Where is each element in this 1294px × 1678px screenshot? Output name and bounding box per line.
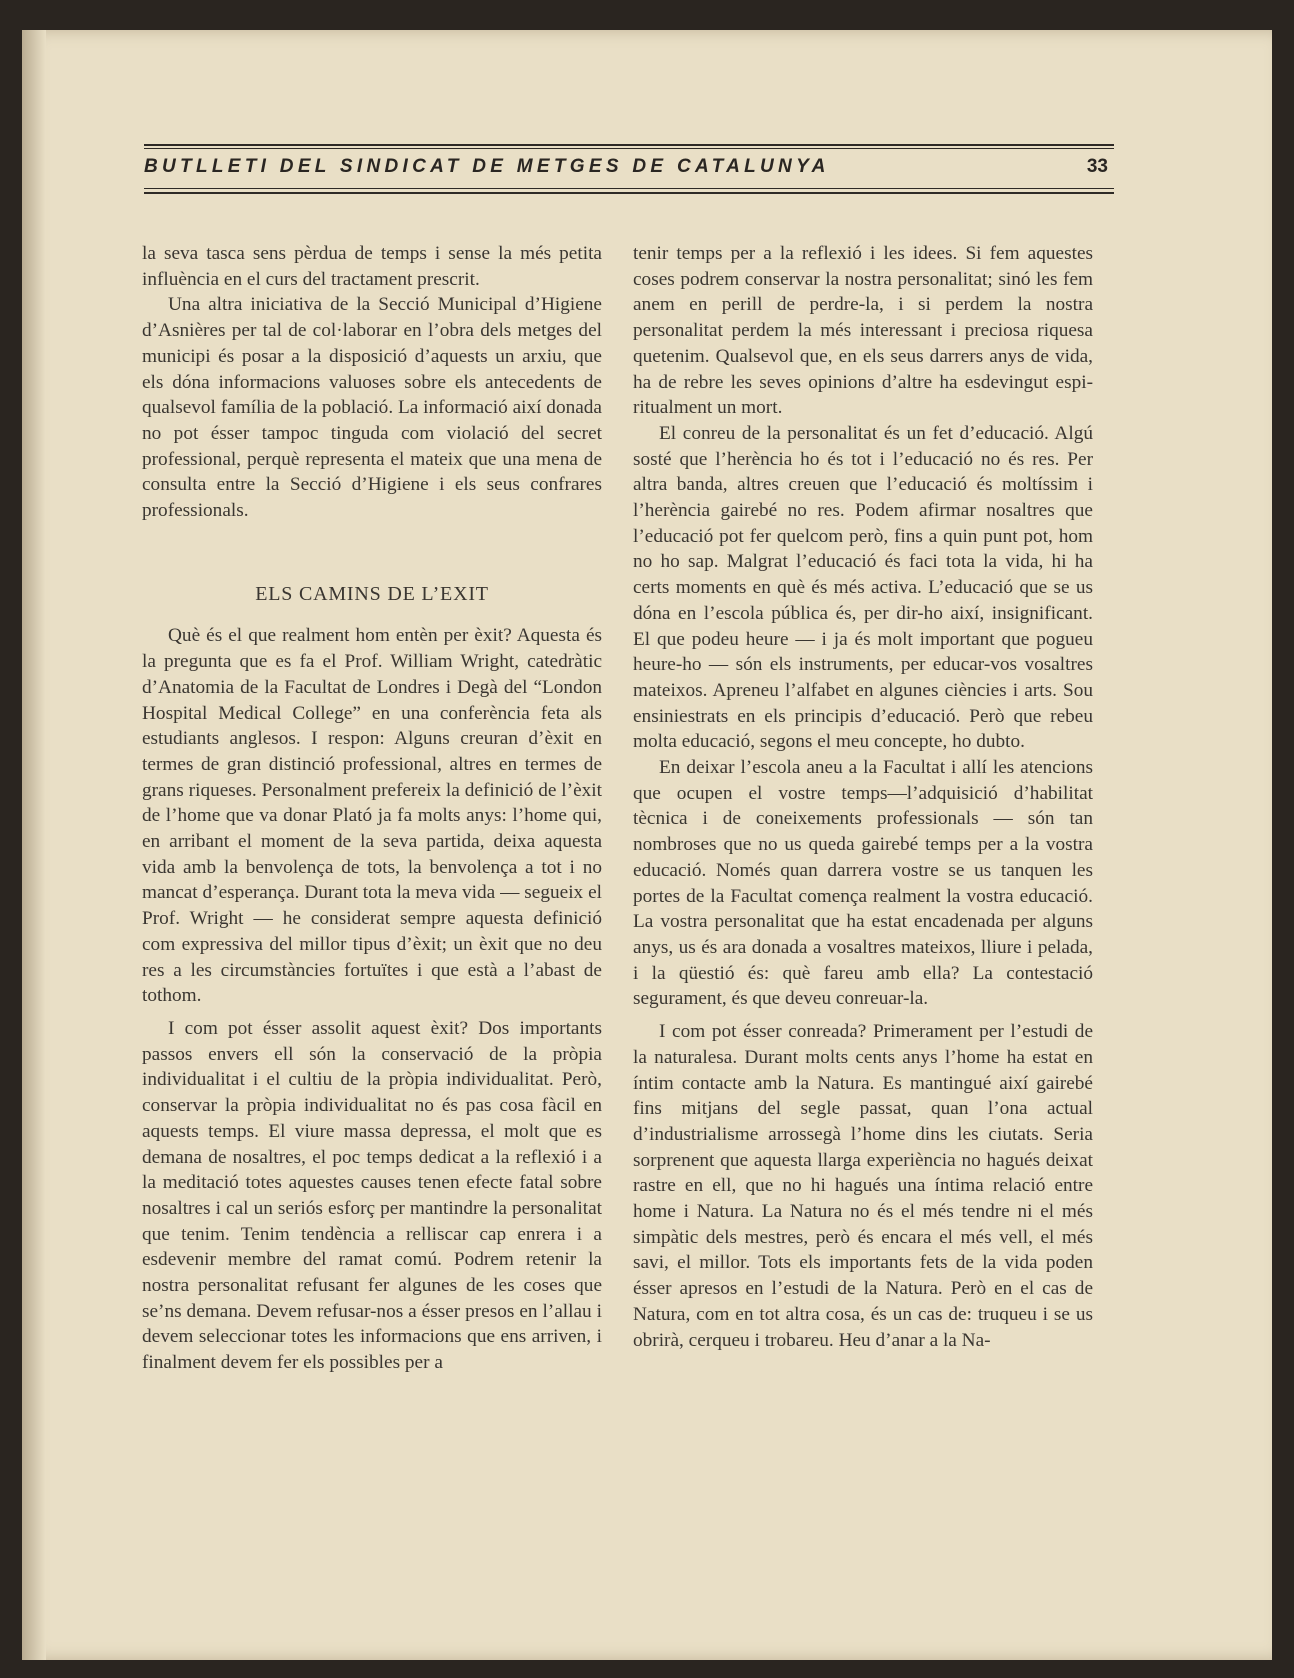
journal-title: BUTLLETI DEL SINDICAT DE METGES DE CATALUNYA (144, 156, 830, 177)
left-column (142, 241, 602, 1561)
paragraph: I com pot ésser assolit aquest èxit? Dos importants passos envers ell són la conservació de la pròpia individualitat i el cultiu de la pròpia individualitat. Però, conservar la pròpia individualitat no és pas cosa fàcil en aquests temps. El viure massa depressa, el molt que es demana de nosaltres, el poc temps dedicat a la reflexió i a la meditació totes aquestes causes tenen efecte fatal sobre nosaltres i cal un seriós esforç per mantindre la personalitat que tenim. Tenim tendència a relliscar cap enrera i a esdevenir membre del ramat comú. Podrem retenir la nostra personalitat refusant fer algunes de les coses que se’ns demana. Devem refusar-nos a ésser presos en l’allau i devem seleccionar totes les informacions que ens arriven, i finalment devem fer els possibles per a (142, 1017, 602, 1374)
paragraph: Què és el que realment hom entèn per èxit? Aquesta és la pregunta que es fa el Prof. William Wright, catedràtic d’Anatomia de la Facultat de Londres i Degà del “London Hospital Medical College” en una conferència feta als estudiants anglesos. I respon: Alguns creuran d’èxit en termes de gran distinció professional, altres en termes de grans riqueses. Personalment prefereix la definició de l’èxit de l’home que va donar Plató ja fa molts anys: l’home qui, en arribant el moment de la seva partida, deixa aquesta vida amb la benvolença de tots, la benvolença a tot i no mancat d’esperança. Durant tota la meva vida — segueix el Prof. Wright — he considerat sempre aquesta definició com expressiva del millor tipus d’èxit; un èxit que no deu res a les circumstàncies fortuïtes i que està a l’abast de tothom. (142, 625, 602, 1007)
running-header (144, 132, 1114, 194)
binding-shadow (22, 30, 46, 1660)
header-rule-bottom (144, 192, 1114, 194)
paragraph: I com pot ésser conreada? Primerament per l’estudi de la naturalesa. Durant molts cents anys l’home ha estat en íntim contacte amb la Natura. Es mantingué així gairebé fins mitjans del segle passat, quan l’ona actual d’industrialisme arrossegà l’home dins les ciutats. Seria sorprenent que aquesta llarga experiència no hagués deixat rastre en ell, que no hi hagués una íntima relació entre home i Natura. La Natura no és el més tendre ni el més simpàtic dels mestres, però és encara el més vell, el més savi, el millor. Tots els importants fets de la vida poden ésser apresos en l’estudi de la Natura. Però en el cas de Natura, com en tot altra cosa, és un cas de: truqueu i se us obrirà, cerqueu i trobareu. Heu d’anar a la Na- (633, 1021, 1093, 1351)
header-rule-top-thin (144, 148, 1114, 149)
header-rule-top (144, 144, 1114, 146)
page-number: 33 (1086, 156, 1108, 177)
paragraph: El conreu de la personalitat és un fet d’educació. Algú sosté que l’herència ho és tot i l’educació no és res. Per altra banda, altres creuen que l’educació és moltíssim i l’herència gairebé no res. Podem afirmar nosaltres que l’educació pot fer quelcom però, fins a quin punt pot, hom no ho sap. Malgrat l’educació és faci tota la vida, hi ha certs moments en què és més activa. L’educació que se us dóna en l’escola pública és, per dir-ho així, insignificant. El que podeu heure — i ja és molt important que pogueu heure-ho — són els instruments, per educar-vos vosaltres mateixos. Apreneu l’alfabet en algunes ciències i arts. Sou ensiniestrats en els principis d’educació. Però que rebeu molta educació, segons el meu concepte, ho dubto. (633, 422, 1093, 753)
section-heading: ELS CAMINS DE L’EXIT (255, 582, 489, 605)
journal-page (22, 30, 1272, 1660)
right-column (633, 241, 1093, 1561)
paragraph: Una altra iniciativa de la Secció Municipal d’Higiene d’Asnières per tal de col·laborar en l’obra dels metges del municipi és posar a la disposició d’aquests un arxiu, que els dóna informacions valuoses sobre els antecedents de qualsevol família de la població. La informació així donada no pot ésser tampoc tinguda com violació del secret professional, perquè representa el mateix que una mena de consulta entre la Secció d’Higiene i els seus confrares professionals. (142, 294, 602, 522)
header-rule-bottom-thin (144, 188, 1114, 189)
paragraph: la seva tasca sens pèrdua de temps i sense la més petita influència en el curs del tractament prescrit. (142, 243, 602, 290)
paragraph: tenir temps per a la reflexió i les idees. Si fem aquestes coses podrem conservar la nostra personalitat; sinó les fem anem en perill de perdre-la, i si perdem la nostra personalitat perdem la més interessant i preciosa riquesa quetenim. Qualsevol que, en els seus darrers anys de vida, ha de rebre les seves opinions d’altre ha esdevingut espiritualment un mort. (633, 243, 1093, 419)
paragraph: En deixar l’escola aneu a la Facultat i allí les atencions que ocupen el vostre temps—l’adquisició d’habilitat tècnica i de coneixements professionals — són tan nombroses que no us queda gairebé temps per a la vostra educació. Només quan darrera vostre se us tanquen les portes de la Facultat comença realment la vostra educació. La vostra personalitat que ha estat encadenada per alguns anys, us és ara donada a vosaltres mateixos, lliure i pelada, i la qüestió és: què fareu amb ella? La contestació segurament, és que deveu conreuar-la. (633, 757, 1093, 1010)
